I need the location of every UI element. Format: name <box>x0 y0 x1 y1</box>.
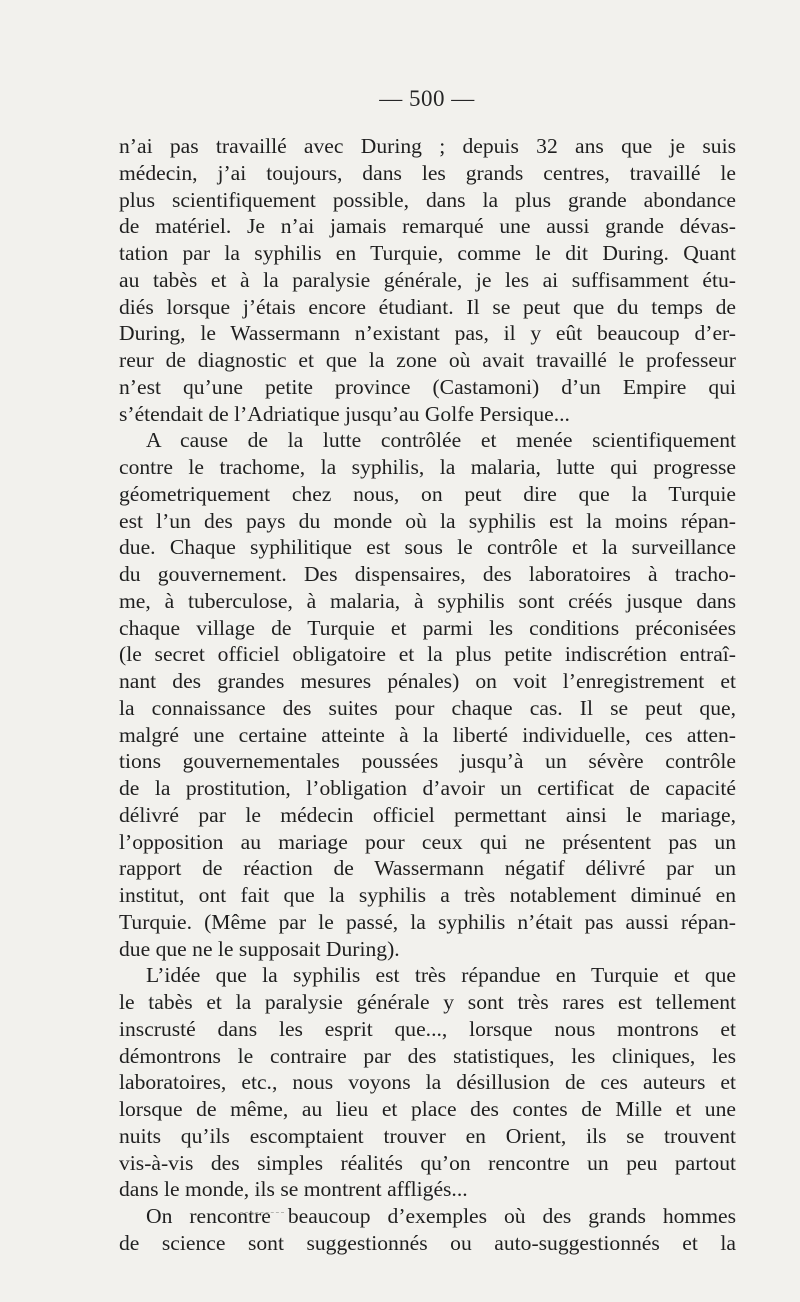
text-line: due que ne le supposait During). <box>119 936 400 961</box>
text-line: démontrons le contraire par des statistiques, les cliniques, les <box>119 1043 736 1068</box>
text-line: A cause de la lutte contrôlée et menée scientifiquement <box>146 428 736 453</box>
text-line: dans le monde, ils se montrent affligés... <box>119 1177 468 1202</box>
text-line: (le secret officiel obligatoire et la plus petite indiscrétion entraî- <box>119 642 736 667</box>
text-line: l’opposition au mariage pour ceux qui ne présentent pas un <box>119 829 736 854</box>
text-line: vis-à-vis des simples réalités qu’on rencontre un peu partout <box>119 1150 736 1175</box>
text-line: la connaissance des suites pour chaque cas. Il se peut que, <box>119 695 736 720</box>
text-line: contre le trachome, la syphilis, la malaria, lutte qui progresse <box>119 455 736 479</box>
text-line: L’idée que la syphilis est très répandue en Turquie et que <box>146 963 736 988</box>
text-line: tions gouvernementales poussées jusqu’à un sévère contrôle <box>119 749 736 774</box>
text-line: plus scientifiquement possible, dans la plus grande abondance <box>119 187 736 212</box>
text-line: s’étendait de l’Adriatique jusqu’au Golfe Persique... <box>119 401 570 426</box>
text-line: me, à tuberculose, à malaria, à syphilis sont créés jusque dans <box>119 588 736 613</box>
text-line: tation par la syphilis en Turquie, comme le dit During. Quant <box>119 241 736 265</box>
text-line: On rencontre beaucoup d’exemples où des grands hommes <box>146 1204 736 1228</box>
text-line: nant des grandes mesures pénales) on voit l’enregistrement et <box>119 669 736 693</box>
text-line: de la prostitution, l’obligation d’avoir un certificat de capacité <box>119 776 736 800</box>
text-line: institut, ont fait que la syphilis a très notablement diminué en <box>119 883 736 907</box>
text-line: du gouvernement. Des dispensaires, des laboratoires à tracho- <box>119 562 736 586</box>
text-line: diés lorsque j’étais encore étudiant. Il se peut que du temps de <box>119 294 736 319</box>
text-line: Turquie. (Même par le passé, la syphilis n’était pas aussi répan- <box>119 909 736 934</box>
text-line: lorsque de même, au lieu et place des contes de Mille et une <box>119 1097 736 1121</box>
text-line: médecin, j’ai toujours, dans les grands centres, travaillé le <box>119 160 736 185</box>
text-line: n’est qu’une petite province (Castamoni) d’un Empire qui <box>119 374 736 399</box>
text-line: de matériel. Je n’ai jamais remarqué une aussi grande dévas- <box>119 214 736 239</box>
text-line: chaque village de Turquie et parmi les conditions préconisées <box>119 615 736 640</box>
text-line: inscrusté dans les esprit que..., lorsque nous montrons et <box>119 1016 736 1041</box>
text-line: due. Chaque syphilitique est sous le contrôle et la surveillance <box>119 535 736 560</box>
text-line: During, le Wassermann n’existant pas, il y eût beaucoup d’er- <box>119 321 736 346</box>
text-line: le tabès et la paralysie générale y sont très rares est tellement <box>119 990 736 1014</box>
text-line: géometriquement chez nous, on peut dire que la Turquie <box>119 481 736 506</box>
text-line: laboratoires, etc., nous voyons la désillusion de ces auteurs et <box>119 1070 736 1095</box>
text-line: est l’un des pays du monde où la syphilis est la moins répan- <box>119 508 736 533</box>
text-line: n’ai pas travaillé avec During ; depuis 32 ans que je suis <box>119 134 736 158</box>
text-line: rapport de réaction de Wassermann négatif délivré par un <box>119 856 736 881</box>
text-line: reur de diagnostic et que la zone où avait travaillé le professeur <box>119 348 736 372</box>
text-line: au tabès et à la paralysie générale, je les ai suffisamment étu- <box>119 267 736 292</box>
text-line: de science sont suggestionnés ou auto-suggestionnés et la <box>119 1230 736 1255</box>
text-line: délivré par le médecin officiel permettant ainsi le mariage, <box>119 802 736 827</box>
text-line: malgré une certaine atteinte à la liberté individuelle, ces atten- <box>119 722 736 747</box>
page-mark-divider <box>240 1212 284 1214</box>
text-line: nuits qu’ils escomptaient trouver en Orient, ils se trouvent <box>119 1123 736 1148</box>
body-text <box>119 133 736 1257</box>
page-number: — 500 — <box>379 86 475 111</box>
